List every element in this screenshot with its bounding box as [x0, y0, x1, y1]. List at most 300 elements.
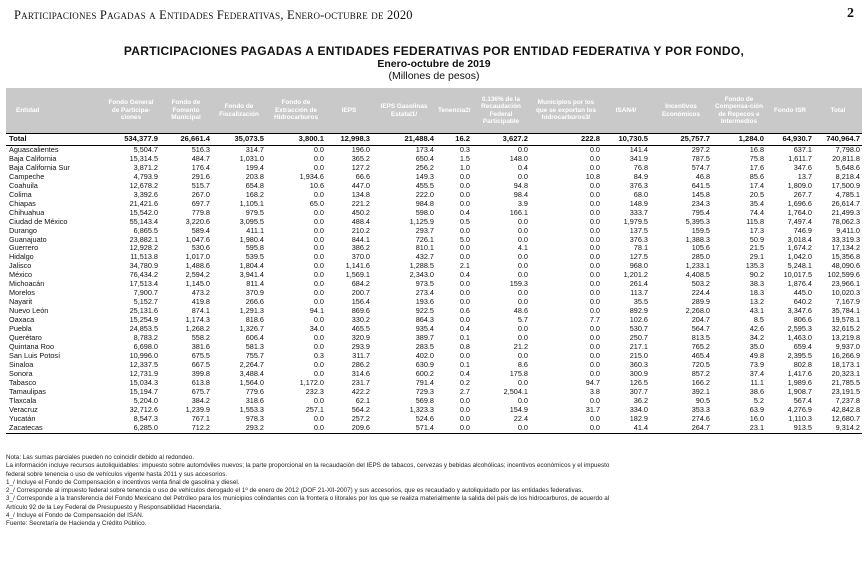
table-cell: 145.8 [691, 190, 710, 199]
table-cell: 221.2 [351, 199, 370, 208]
table-cell: 1,172.0 [299, 378, 324, 387]
table-cell: 7.7 [589, 316, 600, 325]
table-cell: 0.0 [589, 154, 600, 163]
table-cell: 10,730.5 [602, 134, 650, 146]
table-cell: 712.2 [160, 424, 212, 433]
table-cell: 524.6 [415, 414, 434, 423]
entity-name: Tamaulipas [9, 387, 46, 396]
table-cell: 21,421.6 [129, 199, 158, 208]
table-cell: 0.0 [589, 244, 600, 253]
column-header: Fondo de Fiscalización [212, 88, 266, 134]
column-header: Tenencia2/ [436, 88, 472, 134]
table-cell: 1,876.4 [787, 280, 812, 289]
table-cell: 0.3 [313, 351, 324, 360]
table-cell: 419.8 [191, 298, 210, 307]
table-cell: 0.0 [313, 190, 324, 199]
table-cell: 66.6 [355, 172, 370, 181]
table-row [6, 397, 862, 406]
table-cell: 314.6 [351, 369, 370, 378]
table-cell: 384.2 [191, 396, 210, 405]
table-cell: 7,167.9 [835, 298, 860, 307]
table-cell: 48,090.6 [831, 262, 860, 271]
table-cell: 365.2 [351, 154, 370, 163]
table-cell: 465.4 [691, 351, 710, 360]
table-cell: 4,408.5 [685, 271, 710, 280]
table-cell: 8,218.4 [835, 172, 860, 181]
table-cell: 0.0 [589, 342, 600, 351]
table-cell: 370.0 [351, 253, 370, 262]
table-cell: 0.5 [459, 217, 470, 226]
table-cell: 19,578.1 [831, 316, 860, 325]
entity-name: Quintana Roo [9, 342, 55, 351]
table-cell: 6,865.5 [133, 226, 158, 235]
table-cell: 0.0 [517, 325, 528, 334]
entity-name: Nayarit [9, 298, 33, 307]
table-cell: 182.9 [629, 414, 648, 423]
table-cell: 166.2 [691, 378, 710, 387]
table-cell: 5,248.1 [787, 262, 812, 271]
table-cell: 334.0 [629, 405, 648, 414]
table-cell: 267.0 [191, 190, 210, 199]
table-row [6, 280, 862, 289]
table-cell: 24,853.5 [129, 325, 158, 334]
entity-name: Colima [9, 190, 32, 199]
entity-name: Tlaxcala [9, 396, 37, 405]
table-cell: 720.5 [691, 360, 710, 369]
table-cell: 222.0 [415, 190, 434, 199]
table-cell: 0.0 [589, 360, 600, 369]
table-cell: 3,488.4 [239, 369, 264, 378]
entity-name: Sinaloa [9, 360, 34, 369]
table-cell: 2,395.5 [787, 351, 812, 360]
table-row [6, 361, 862, 370]
table-cell: 2,264.7 [239, 360, 264, 369]
table-cell: 261.4 [629, 280, 648, 289]
table-cell: 675.5 [191, 351, 210, 360]
table-cell: 381.6 [191, 342, 210, 351]
table-cell: 267.7 [793, 190, 812, 199]
table-cell: 196.0 [351, 145, 370, 154]
table-cell: 600.2 [415, 369, 434, 378]
table-cell: 0.0 [266, 424, 326, 433]
table-cell: 217.1 [629, 342, 648, 351]
table-cell: 7,237.8 [835, 396, 860, 405]
table-cell: 787.5 [691, 154, 710, 163]
table-cell: 0.3 [459, 145, 470, 154]
table-cell: 1,908.7 [787, 387, 812, 396]
column-header: IEPS Gasolinas Estatal1/ [372, 88, 436, 134]
table-row [6, 388, 862, 397]
table-cell: 18.3 [749, 289, 764, 298]
table-cell: 17,134.2 [831, 244, 860, 253]
column-header: 0.136% de la Recaudación Federal Participable [472, 88, 530, 134]
table-cell: 0.1 [459, 334, 470, 343]
table-row [6, 164, 862, 173]
table-row [6, 289, 862, 298]
table-cell: 1,047.6 [185, 235, 210, 244]
table-cell: 300.9 [629, 369, 648, 378]
table-cell: 320.9 [351, 334, 370, 343]
table-row [6, 343, 862, 352]
table-cell: 32,712.6 [129, 405, 158, 414]
table-cell: 98.4 [513, 190, 528, 199]
table-cell: 0.0 [517, 396, 528, 405]
table-cell: 4,276.9 [787, 405, 812, 414]
entity-name: Aguascalientes [9, 145, 59, 154]
table-cell: 874.1 [191, 307, 210, 316]
table-cell: 0.4 [459, 271, 470, 280]
table-cell: 31.7 [585, 405, 600, 414]
table-cell: 347.6 [793, 163, 812, 172]
table-cell: 0.0 [459, 172, 470, 181]
entity-name: Nuevo León [9, 307, 49, 316]
table-cell: 85.6 [749, 172, 764, 181]
table-cell: 289.9 [691, 298, 710, 307]
table-cell: 35,784.1 [831, 307, 860, 316]
table-cell: 534,377.9 [102, 134, 160, 146]
table-cell: 1,979.5 [623, 217, 648, 226]
table-cell: 105.6 [691, 244, 710, 253]
table-cell: 697.7 [191, 199, 210, 208]
table-cell: 503.2 [691, 280, 710, 289]
table-cell: 3,800.1 [266, 134, 326, 146]
table-cell: 353.3 [691, 405, 710, 414]
table-cell: 9,937.0 [835, 342, 860, 351]
table-cell: 1,764.0 [787, 208, 812, 217]
table-row [6, 200, 862, 209]
table-cell: 2,594.2 [185, 271, 210, 280]
table-cell: 62.1 [355, 396, 370, 405]
table-cell: 209.6 [326, 424, 372, 433]
table-cell: 0.0 [589, 280, 600, 289]
table-period: Enero-octubre de 2019 [377, 58, 491, 70]
table-cell: 12,731.9 [129, 369, 158, 378]
table-cell: 402.0 [415, 351, 434, 360]
entity-name: Querétaro [9, 334, 42, 343]
table-cell: 21,499.3 [831, 208, 860, 217]
table-cell: 2,595.3 [787, 325, 812, 334]
table-cell: 564.2 [351, 405, 370, 414]
table-cell: 22.4 [513, 414, 528, 423]
table-cell: 637.1 [793, 145, 812, 154]
entity-name: Guanajuato [9, 235, 47, 244]
table-cell: 0.0 [459, 181, 470, 190]
table-cell: 813.5 [691, 334, 710, 343]
table-cell: 0.0 [589, 325, 600, 334]
table-cell: 0.0 [589, 235, 600, 244]
table-cell: 94.8 [513, 181, 528, 190]
table-cell: 0.4 [517, 163, 528, 172]
table-cell: 34.0 [309, 325, 324, 334]
table-cell: 0.0 [589, 351, 600, 360]
table-cell: 266.6 [245, 298, 264, 307]
table-cell: 15,194.7 [129, 387, 158, 396]
table-cell: 176.4 [191, 163, 210, 172]
table-cell: 3,392.6 [133, 190, 158, 199]
table-cell: 844.1 [351, 235, 370, 244]
table-cell: 25,757.7 [650, 134, 712, 146]
table-cell: 767.1 [191, 414, 210, 423]
entity-name: Veracruz [9, 405, 38, 414]
table-cell: 6,285.0 [102, 424, 160, 433]
table-cell: 3.9 [517, 199, 528, 208]
table-cell: 0.0 [313, 289, 324, 298]
table-cell: 0.0 [459, 244, 470, 253]
table-cell: 10.6 [309, 181, 324, 190]
table-cell: 0.0 [589, 271, 600, 280]
table-row [6, 424, 862, 433]
table-row [6, 209, 862, 218]
table-cell: 0.0 [589, 414, 600, 423]
table-cell: 26,661.4 [160, 134, 212, 146]
table-row [6, 271, 862, 280]
table-cell: 12,337.5 [129, 360, 158, 369]
table-cell: 12,678.2 [129, 181, 158, 190]
table-cell: 0.0 [313, 342, 324, 351]
footnote-line: 4_/ Incluye el Fondo de Compensación del ISAN. [6, 512, 144, 520]
table-cell: 1,288.5 [409, 262, 434, 271]
table-cell: 0.0 [459, 226, 470, 235]
table-cell: 0.0 [313, 253, 324, 262]
entity-name: Puebla [9, 325, 32, 334]
table-cell: 1.5 [459, 154, 470, 163]
table-cell: 23,882.1 [129, 235, 158, 244]
table-cell: 1,042.0 [787, 253, 812, 262]
table-cell: 376.3 [629, 181, 648, 190]
table-cell: 755.7 [245, 351, 264, 360]
table-cell: 200.7 [351, 289, 370, 298]
table-cell: 0.0 [589, 289, 600, 298]
table-cell: 175.8 [509, 369, 528, 378]
table-cell: 1,268.2 [185, 325, 210, 334]
table-cell: 1,125.9 [409, 217, 434, 226]
table-cell: 1,696.6 [787, 199, 812, 208]
table-row [6, 379, 862, 388]
table-cell: 558.2 [191, 334, 210, 343]
table-cell: 432.7 [415, 253, 434, 262]
table-cell: 5.2 [753, 396, 764, 405]
table-cell: 4.1 [517, 244, 528, 253]
table-cell: 0.0 [589, 262, 600, 271]
table-cell: 0.4 [459, 325, 470, 334]
table-cell: 65.0 [309, 199, 324, 208]
table-cell: 567.4 [793, 396, 812, 405]
table-cell: 12,998.3 [326, 134, 372, 146]
table-cell: 0.0 [459, 253, 470, 262]
table-cell: 684.2 [351, 280, 370, 289]
table-cell: 8,547.3 [133, 414, 158, 423]
column-header: Municipios por los que se exportan los hidrocarburos3/ [530, 88, 602, 134]
table-cell: 0.0 [589, 334, 600, 343]
table-cell: 0.0 [517, 217, 528, 226]
table-cell: 333.7 [629, 208, 648, 217]
table-cell: 1,553.3 [239, 405, 264, 414]
table-cell: 968.0 [629, 262, 648, 271]
table-cell: 285.0 [691, 253, 710, 262]
table-cell: 0.0 [459, 396, 470, 405]
table-cell: 0.0 [459, 316, 470, 325]
table-title: PARTICIPACIONES PAGADAS A ENTIDADES FEDERATIVAS POR ENTIDAD FEDERATIVA Y POR FONDO, [123, 44, 745, 58]
table-cell: 818.6 [245, 316, 264, 325]
table-cell: 360.3 [629, 360, 648, 369]
table-cell: 0.0 [517, 271, 528, 280]
table-cell: 21.2 [513, 342, 528, 351]
table-cell: 1,145.0 [185, 280, 210, 289]
table-cell: 0.0 [459, 298, 470, 307]
column-header: Fondo de Extracción de Hidrocarburos [266, 88, 326, 134]
entity-name: Campeche [9, 172, 45, 181]
table-cell: 1,031.0 [239, 154, 264, 163]
table-cell: 1,233.1 [685, 262, 710, 271]
table-cell: 193.6 [415, 298, 434, 307]
table-cell: 370.9 [245, 289, 264, 298]
entity-name: Baja California [9, 154, 57, 163]
table-cell: 0.0 [589, 226, 600, 235]
table-cell: 10.8 [585, 172, 600, 181]
table-cell: 0.0 [589, 145, 600, 154]
table-cell: 1,284.0 [712, 134, 766, 146]
table-cell: 293.2 [212, 424, 266, 433]
table-cell: 806.6 [793, 316, 812, 325]
table-cell: 126.5 [629, 378, 648, 387]
entity-name: Yucatán [9, 414, 36, 423]
table-cell: 0.0 [313, 360, 324, 369]
table-cell: 20,323.1 [831, 369, 860, 378]
entity-name: Chiapas [9, 199, 36, 208]
table-cell: 0.6 [459, 307, 470, 316]
table-cell: 564.7 [691, 325, 710, 334]
table-cell: 311.7 [352, 351, 370, 360]
table-cell: 135.3 [745, 262, 764, 271]
table-cell: 392.1 [691, 387, 710, 396]
footnote-line: 1_/ Incluye el Fondo de Compensación e incentivos venta final de gasolina y diesel. [6, 478, 240, 486]
table-cell: 0.0 [517, 226, 528, 235]
table-cell: 0.0 [517, 334, 528, 343]
table-cell: 38.6 [749, 387, 764, 396]
table-cell: 148.0 [509, 154, 528, 163]
table-cell: 445.0 [793, 289, 812, 298]
table-cell: 102,599.6 [827, 271, 860, 280]
table-cell: 50.9 [749, 235, 764, 244]
table-cell: 1,674.2 [787, 244, 812, 253]
table-cell: 4,793.9 [133, 172, 158, 181]
table-cell: 802.8 [793, 360, 812, 369]
table-cell: 13.7 [797, 172, 812, 181]
table-cell: 63.9 [749, 405, 764, 414]
table-cell: 1,326.7 [239, 325, 264, 334]
table-cell: 791.4 [415, 378, 434, 387]
table-cell: 1,980.4 [239, 235, 264, 244]
table-row [6, 236, 862, 245]
table-cell: 530.7 [629, 325, 648, 334]
table-cell: 330.2 [351, 316, 370, 325]
table-cell: 291.6 [191, 172, 210, 181]
footnote-line: Fuente: Secretaría de Hacienda y Crédito Público. [6, 520, 147, 528]
table-cell: 34,780.9 [129, 262, 158, 271]
table-cell: 0.0 [313, 298, 324, 307]
column-header: Fondo General de Participa-ciones [102, 88, 160, 134]
table-cell: 1,488.6 [185, 262, 210, 271]
table-cell: 10,017.5 [783, 271, 812, 280]
table-cell: 1,239.9 [185, 405, 210, 414]
table-cell: 23,966.1 [831, 280, 860, 289]
running-header: Participaciones Pagadas a Entidades Federativas, Enero-octubre de 2020 [14, 8, 413, 22]
table-cell: 1,804.4 [239, 262, 264, 271]
table-cell: 307.7 [629, 387, 648, 396]
table-cell: 283.5 [415, 342, 434, 351]
table-cell: 5.7 [517, 316, 528, 325]
participaciones-table [6, 88, 862, 434]
table-cell: 9,411.0 [836, 226, 860, 235]
table-cell: 630.9 [415, 360, 434, 369]
table-cell: 16.0 [749, 414, 764, 423]
table-cell: 0.0 [517, 289, 528, 298]
table-cell: 857.2 [691, 369, 710, 378]
table-cell: 173.4 [415, 145, 434, 154]
entity-name: Zacatecas [6, 424, 102, 433]
table-cell: 35.5 [633, 298, 648, 307]
table-cell: 90.2 [749, 271, 764, 280]
column-header: IEPS [326, 88, 372, 134]
table-cell: 0.0 [589, 199, 600, 208]
entity-name: Hidalgo [9, 253, 34, 262]
table-cell: 1.0 [459, 163, 470, 172]
table-cell: 3,018.4 [787, 235, 812, 244]
entity-name: Ciudad de México [9, 217, 68, 226]
table-cell: 1,105.1 [239, 199, 264, 208]
table-cell: 293.9 [351, 342, 370, 351]
table-cell: 659.4 [793, 342, 812, 351]
table-cell: 314.7 [245, 145, 264, 154]
table-cell: 5,648.6 [835, 163, 860, 172]
table-cell: 0.0 [589, 181, 600, 190]
table-cell: 203.8 [245, 172, 264, 181]
table-cell: 16,266.9 [831, 351, 860, 360]
entity-name: Oaxaca [9, 316, 35, 325]
table-cell: 864.3 [415, 316, 434, 325]
table-cell: 746.9 [793, 226, 812, 235]
table-cell: 13.2 [749, 298, 764, 307]
table-cell: 46.8 [695, 172, 710, 181]
table-cell: 15,254.9 [129, 316, 158, 325]
table-cell: 1,201.2 [623, 271, 648, 280]
table-cell: 667.5 [191, 360, 210, 369]
table-cell: 5,395.3 [685, 217, 710, 226]
table-cell: 15,542.0 [129, 208, 158, 217]
table-cell: 16.2 [436, 134, 472, 146]
table-row [6, 415, 862, 424]
table-cell: 0.0 [517, 235, 528, 244]
table-cell: 8.6 [517, 360, 528, 369]
table-cell: 0.0 [589, 298, 600, 307]
table-cell: 7,497.4 [787, 217, 812, 226]
table-cell: 33,319.3 [831, 235, 860, 244]
table-cell: 168.2 [245, 190, 264, 199]
table-row [6, 334, 862, 343]
table-cell: 48.6 [513, 307, 528, 316]
table-cell: 0.0 [459, 280, 470, 289]
table-cell: 650.4 [415, 154, 434, 163]
table-cell: 973.5 [415, 280, 434, 289]
table-cell: 15,356.8 [831, 253, 860, 262]
table-cell: 399.8 [191, 369, 210, 378]
table-cell: 1,989.6 [787, 378, 812, 387]
table-cell: 0.0 [313, 414, 324, 423]
column-header: Fondo de Compensa-ción de Repecos e Intermedios [712, 88, 766, 134]
table-cell: 0.0 [589, 253, 600, 262]
column-header: Fondo ISR [766, 88, 814, 134]
column-header: Fondo de Fomento Municipal [160, 88, 212, 134]
